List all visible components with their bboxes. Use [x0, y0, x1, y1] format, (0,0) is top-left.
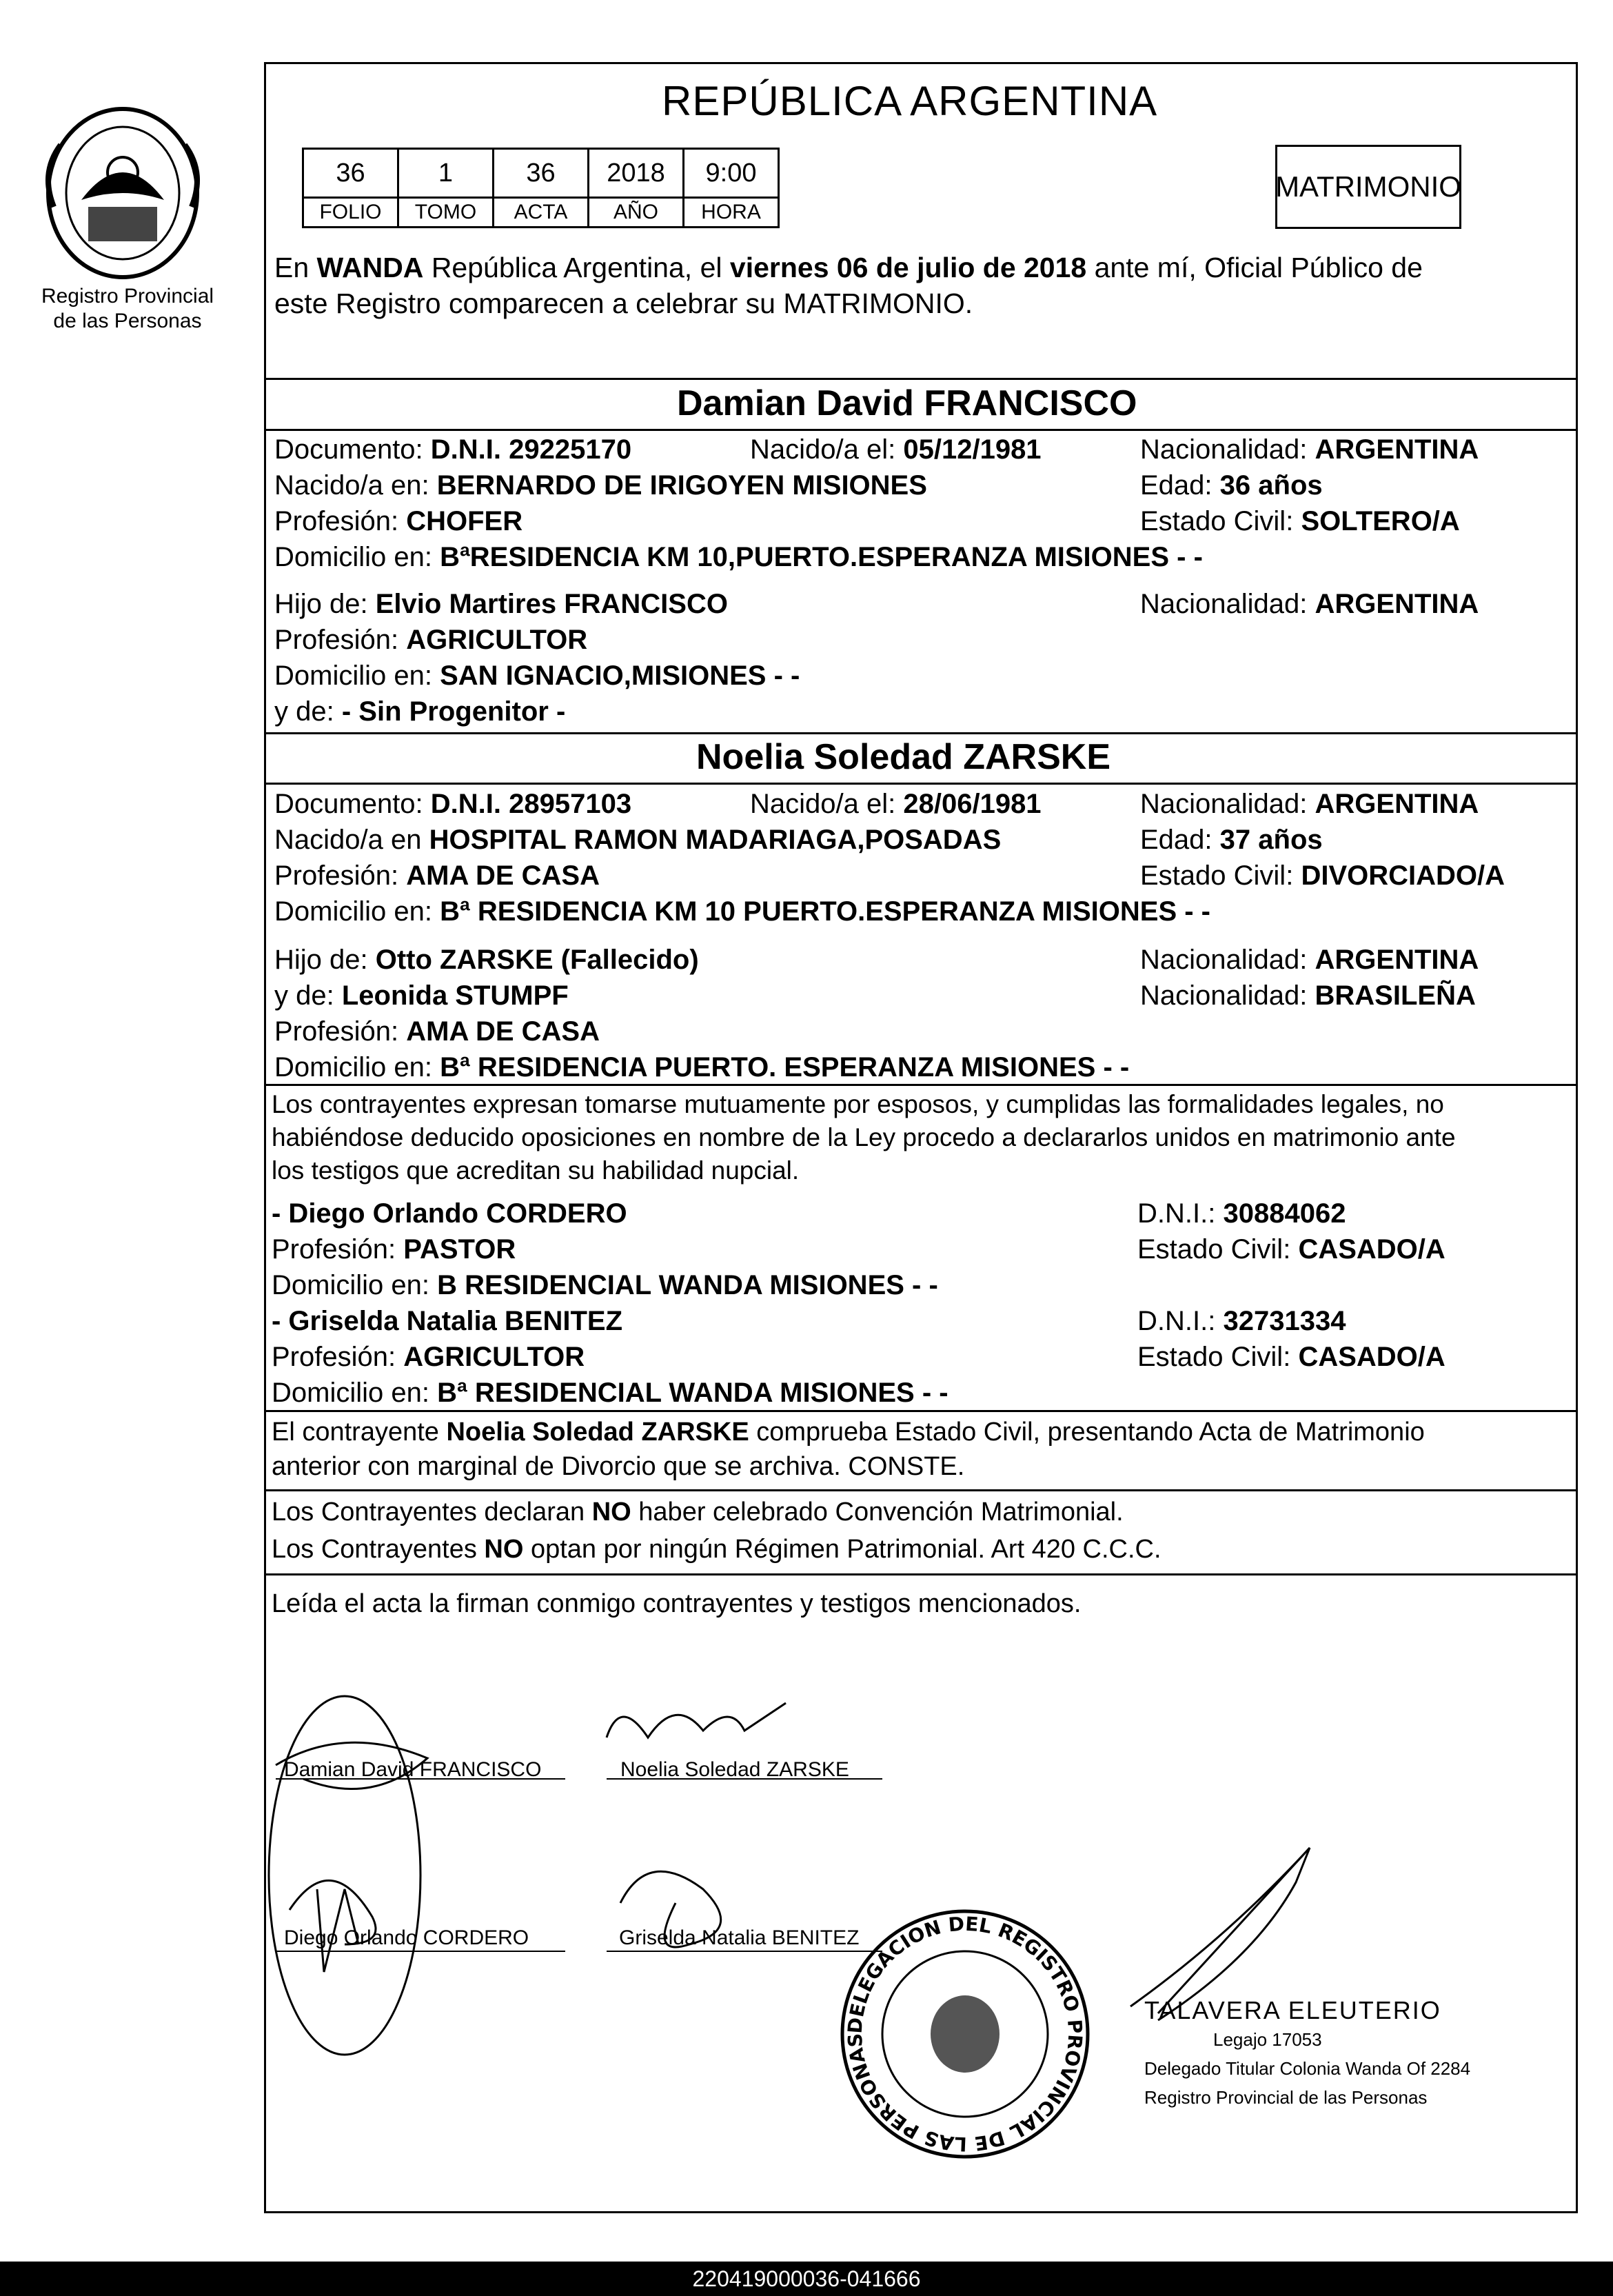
- witness2: - Griselda Natalia BENITEZ D.N.I.: 32731334 Profesión: AGRICULTOR Estado Civil: CASADO/A Domicilio en: Bª RESIDENCIAL WANDA MISIONES - -: [272, 1306, 1445, 1408]
- record-type-box: MATRIMONIO: [1275, 145, 1461, 229]
- hour-value: 9:00: [684, 149, 779, 198]
- closing-text: Leída el acta la firman conmigo contrayentes y testigos mencionados.: [272, 1589, 1082, 1618]
- signature-label-spouse2: Noelia Soledad ZARSKE: [620, 1758, 849, 1781]
- official-name: TALAVERA ELEUTERIO: [1144, 1996, 1441, 2024]
- divider: [264, 1084, 1578, 1086]
- spouse1-parents: Hijo de: Elvio Martires FRANCISCO Nacionalidad: ARGENTINA Profesión: AGRICULTOR Domicilio en: SAN IGNACIO,MISIONES - - y de: - Sin Progenitor -: [274, 589, 1479, 727]
- registry-label: Registro Provincial de las Personas: [41, 285, 214, 332]
- divider: [264, 1410, 1578, 1412]
- official-legajo: Legajo 17053: [1213, 2029, 1322, 2050]
- registry-seal-logo: [40, 103, 205, 283]
- official-signature-block: [1144, 1996, 1470, 2112]
- spouse2-block: Documento: D.N.I. 28957103 Nacido/a el: 28/06/1981 Nacionalidad: ARGENTINA Nacido/a en HOSPITAL RAMON MADARIAGA,POSADAS Edad: 37 años Profesión: AMA DE CASA Estado Civil: DIVORCIADO/A Domicilio en: Bª RESIDENCIA KM 10 PUERTO.ESPERANZA MISIONES - -: [274, 789, 1505, 927]
- signature-label-witness1: Diego Orlando CORDERO: [284, 1926, 529, 1949]
- acta-label: ACTA: [494, 198, 589, 228]
- signature-label-spouse1: Damian David FRANCISCO: [284, 1758, 542, 1781]
- divider: [264, 429, 1578, 431]
- convention-text: Los Contrayentes declaran NO haber celebrado Convención Matrimonial. Los Contrayentes NO optan por ningún Régimen Patrimonial. Art 420 C.C.C.: [272, 1498, 1161, 1564]
- svg-text:DELEGACION DEL REGISTRO PROVIN: DELEGACION DEL REGISTRO PROVINCIAL DE LAS PERSONAS: [843, 1912, 1087, 2156]
- spouse1-block: Documento: D.N.I. 29225170 Nacido/a el: 05/12/1981 Nacionalidad: ARGENTINA Nacido/a en: BERNARDO DE IRIGOYEN MISIONES Edad: 36 años Profesión: CHOFER Estado Civil: SOLTERO/A Domicilio en: BªRESIDENCIA KM 10,PUERTO.ESPERANZA MISIONES - -: [274, 434, 1479, 572]
- year-value: 2018: [589, 149, 684, 198]
- witness1: - Diego Orlando CORDERO D.N.I.: 30884062 Profesión: PASTOR Estado Civil: CASADO/A Domicilio en: B RESIDENCIAL WANDA MISIONES - -: [272, 1198, 1445, 1300]
- record-data-table: [302, 148, 780, 228]
- acta-value: 36: [494, 149, 589, 198]
- divider: [264, 1489, 1578, 1491]
- declaration-text: Los contrayentes expresan tomarse mutuamente por esposos, y cumplidas las formalidades legales, no habiéndose deducido oposiciones en nombre de la Ley procedo a declararlos unidos en matrimonio ante los testigos que acreditan su habilidad nupcial.: [272, 1090, 1456, 1185]
- hour-label: HORA: [684, 198, 779, 228]
- year-label: AÑO: [589, 198, 684, 228]
- tomo-label: TOMO: [398, 198, 494, 228]
- divider: [264, 783, 1578, 785]
- official-stamp: [834, 1903, 1096, 2165]
- document-title: REPÚBLICA ARGENTINA: [662, 78, 1158, 124]
- tomo-value: 1: [398, 149, 494, 198]
- civil-status-note: El contrayente Noelia Soledad ZARSKE comprueba Estado Civil, presentando Acta de Matrimonio anterior con marginal de Divorcio que se archiva. CONSTE.: [272, 1418, 1425, 1481]
- divider: [264, 378, 1578, 380]
- official-role: Delegado Titular Colonia Wanda Of 2284: [1144, 2058, 1471, 2079]
- spouse2-parents: Hijo de: Otto ZARSKE (Fallecido) Nacionalidad: ARGENTINA y de: Leonida STUMPF Nacionalidad: BRASILEÑA Profesión: AMA DE CASA Domicilio en: Bª RESIDENCIA PUERTO. ESPERANZA MISIONES - -: [274, 945, 1479, 1082]
- footer-barcode-text: 220419000036-041666: [0, 2262, 1613, 2296]
- spouse2-name: Noelia Soledad ZARSKE: [696, 737, 1110, 777]
- divider: [264, 732, 1578, 734]
- official-org: Registro Provincial de las Personas: [1144, 2087, 1428, 2108]
- intro-text: En WANDA República Argentina, el viernes 06 de julio de 2018 ante mí, Oficial Público de este Registro comparecen a celebrar su MATRIMONIO.: [274, 252, 1423, 319]
- folio-label: FOLIO: [303, 198, 398, 228]
- signature-label-witness2: Griselda Natalia BENITEZ: [619, 1926, 860, 1949]
- folio-value: 36: [303, 149, 398, 198]
- divider: [264, 1573, 1578, 1575]
- spouse1-name: Damian David FRANCISCO: [677, 383, 1137, 423]
